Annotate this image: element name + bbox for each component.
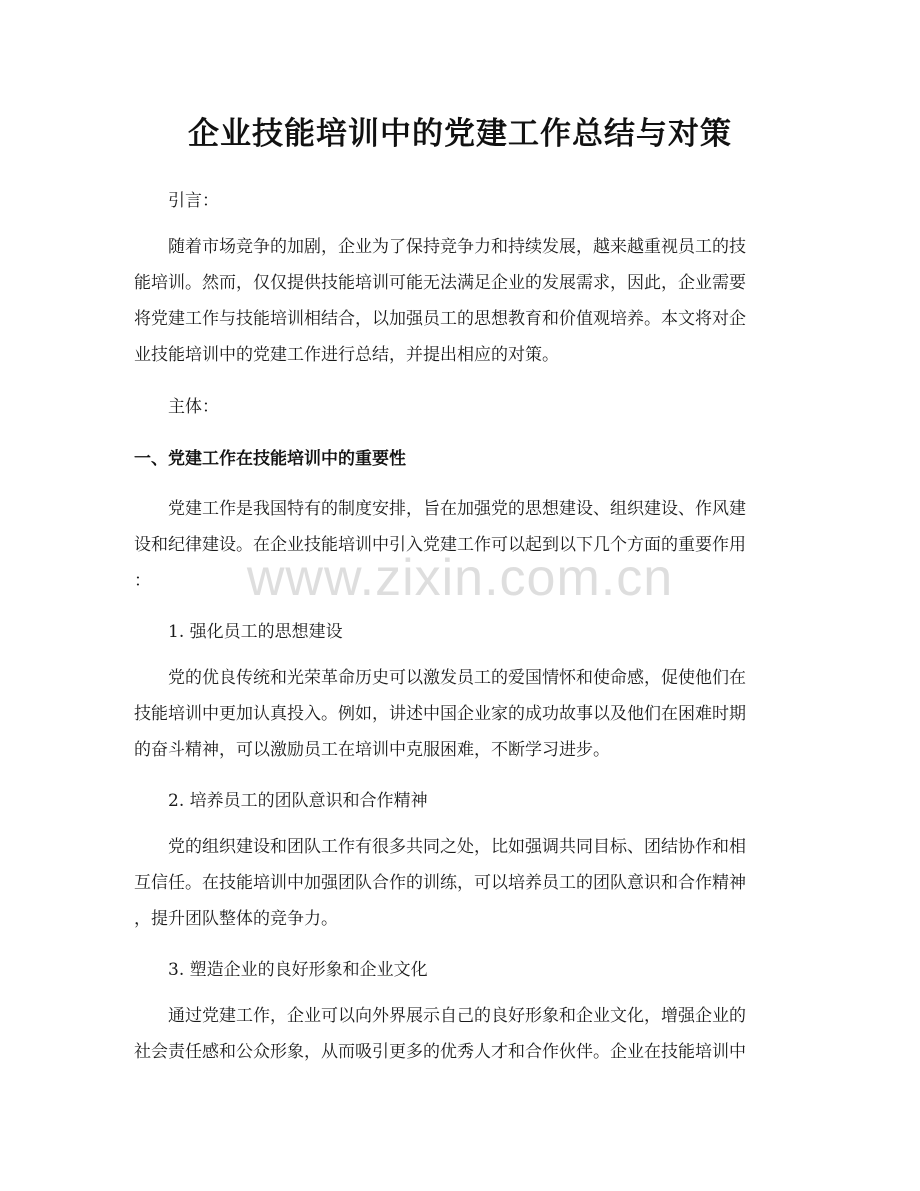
item-1-line-1: 党的优良传统和光荣革命历史可以激发员工的爱国情怀和使命感，促使他们在 bbox=[168, 668, 746, 688]
intro-label: 引言： bbox=[168, 191, 219, 211]
item-2-line-1: 党的组织建设和团队工作有很多共同之处，比如强调共同目标、团结协作和相 bbox=[168, 837, 746, 857]
item-3-line-2: 社会责任感和公众形象，从而吸引更多的优秀人才和合作伙伴。企业在技能培训中 bbox=[134, 1042, 746, 1062]
item-3-line-1: 通过党建工作，企业可以向外界展示自己的良好形象和企业文化，增强企业的 bbox=[168, 1006, 746, 1026]
item-2-line-2: 互信任。在技能培训中加强团队合作的训练，可以培养员工的团队意识和合作精神 bbox=[134, 873, 746, 893]
item-2-title: 2. 培养员工的团队意识和合作精神 bbox=[168, 791, 428, 811]
item-1-line-3: 的奋斗精神，可以激励员工在培训中克服困难，不断学习进步。 bbox=[134, 740, 610, 760]
watermark: www.zixin.com.cn bbox=[246, 549, 674, 607]
item-1-line-2: 技能培训中更加认真投入。例如，讲述中国企业家的成功故事以及他们在困难时期 bbox=[134, 704, 746, 724]
section-heading: 一、党建工作在技能培训中的重要性 bbox=[134, 449, 406, 469]
intro-line-2: 能培训。然而，仅仅提供技能培训可能无法满足企业的发展需求，因此，企业需要 bbox=[134, 273, 746, 293]
document-title: 企业技能培训中的党建工作总结与对策 bbox=[188, 116, 732, 152]
item-3-title: 3. 塑造企业的良好形象和企业文化 bbox=[168, 960, 428, 980]
section-line-1: 党建工作是我国特有的制度安排，旨在加强党的思想建设、组织建设、作风建 bbox=[168, 499, 746, 519]
section-line-2: 设和纪律建设。在企业技能培训中引入党建工作可以起到以下几个方面的重要作用 bbox=[134, 535, 746, 555]
intro-line-4: 业技能培训中的党建工作进行总结，并提出相应的对策。 bbox=[134, 345, 559, 365]
body-label: 主体： bbox=[168, 397, 219, 417]
intro-line-3: 将党建工作与技能培训相结合，以加强员工的思想教育和价值观培养。本文将对企 bbox=[134, 309, 746, 329]
item-1-title: 1. 强化员工的思想建设 bbox=[168, 622, 343, 642]
item-2-line-3: ，提升团队整体的竞争力。 bbox=[134, 909, 338, 929]
section-line-3: ： bbox=[134, 571, 151, 591]
intro-line-1: 随着市场竞争的加剧，企业为了保持竞争力和持续发展，越来越重视员工的技 bbox=[168, 237, 746, 257]
